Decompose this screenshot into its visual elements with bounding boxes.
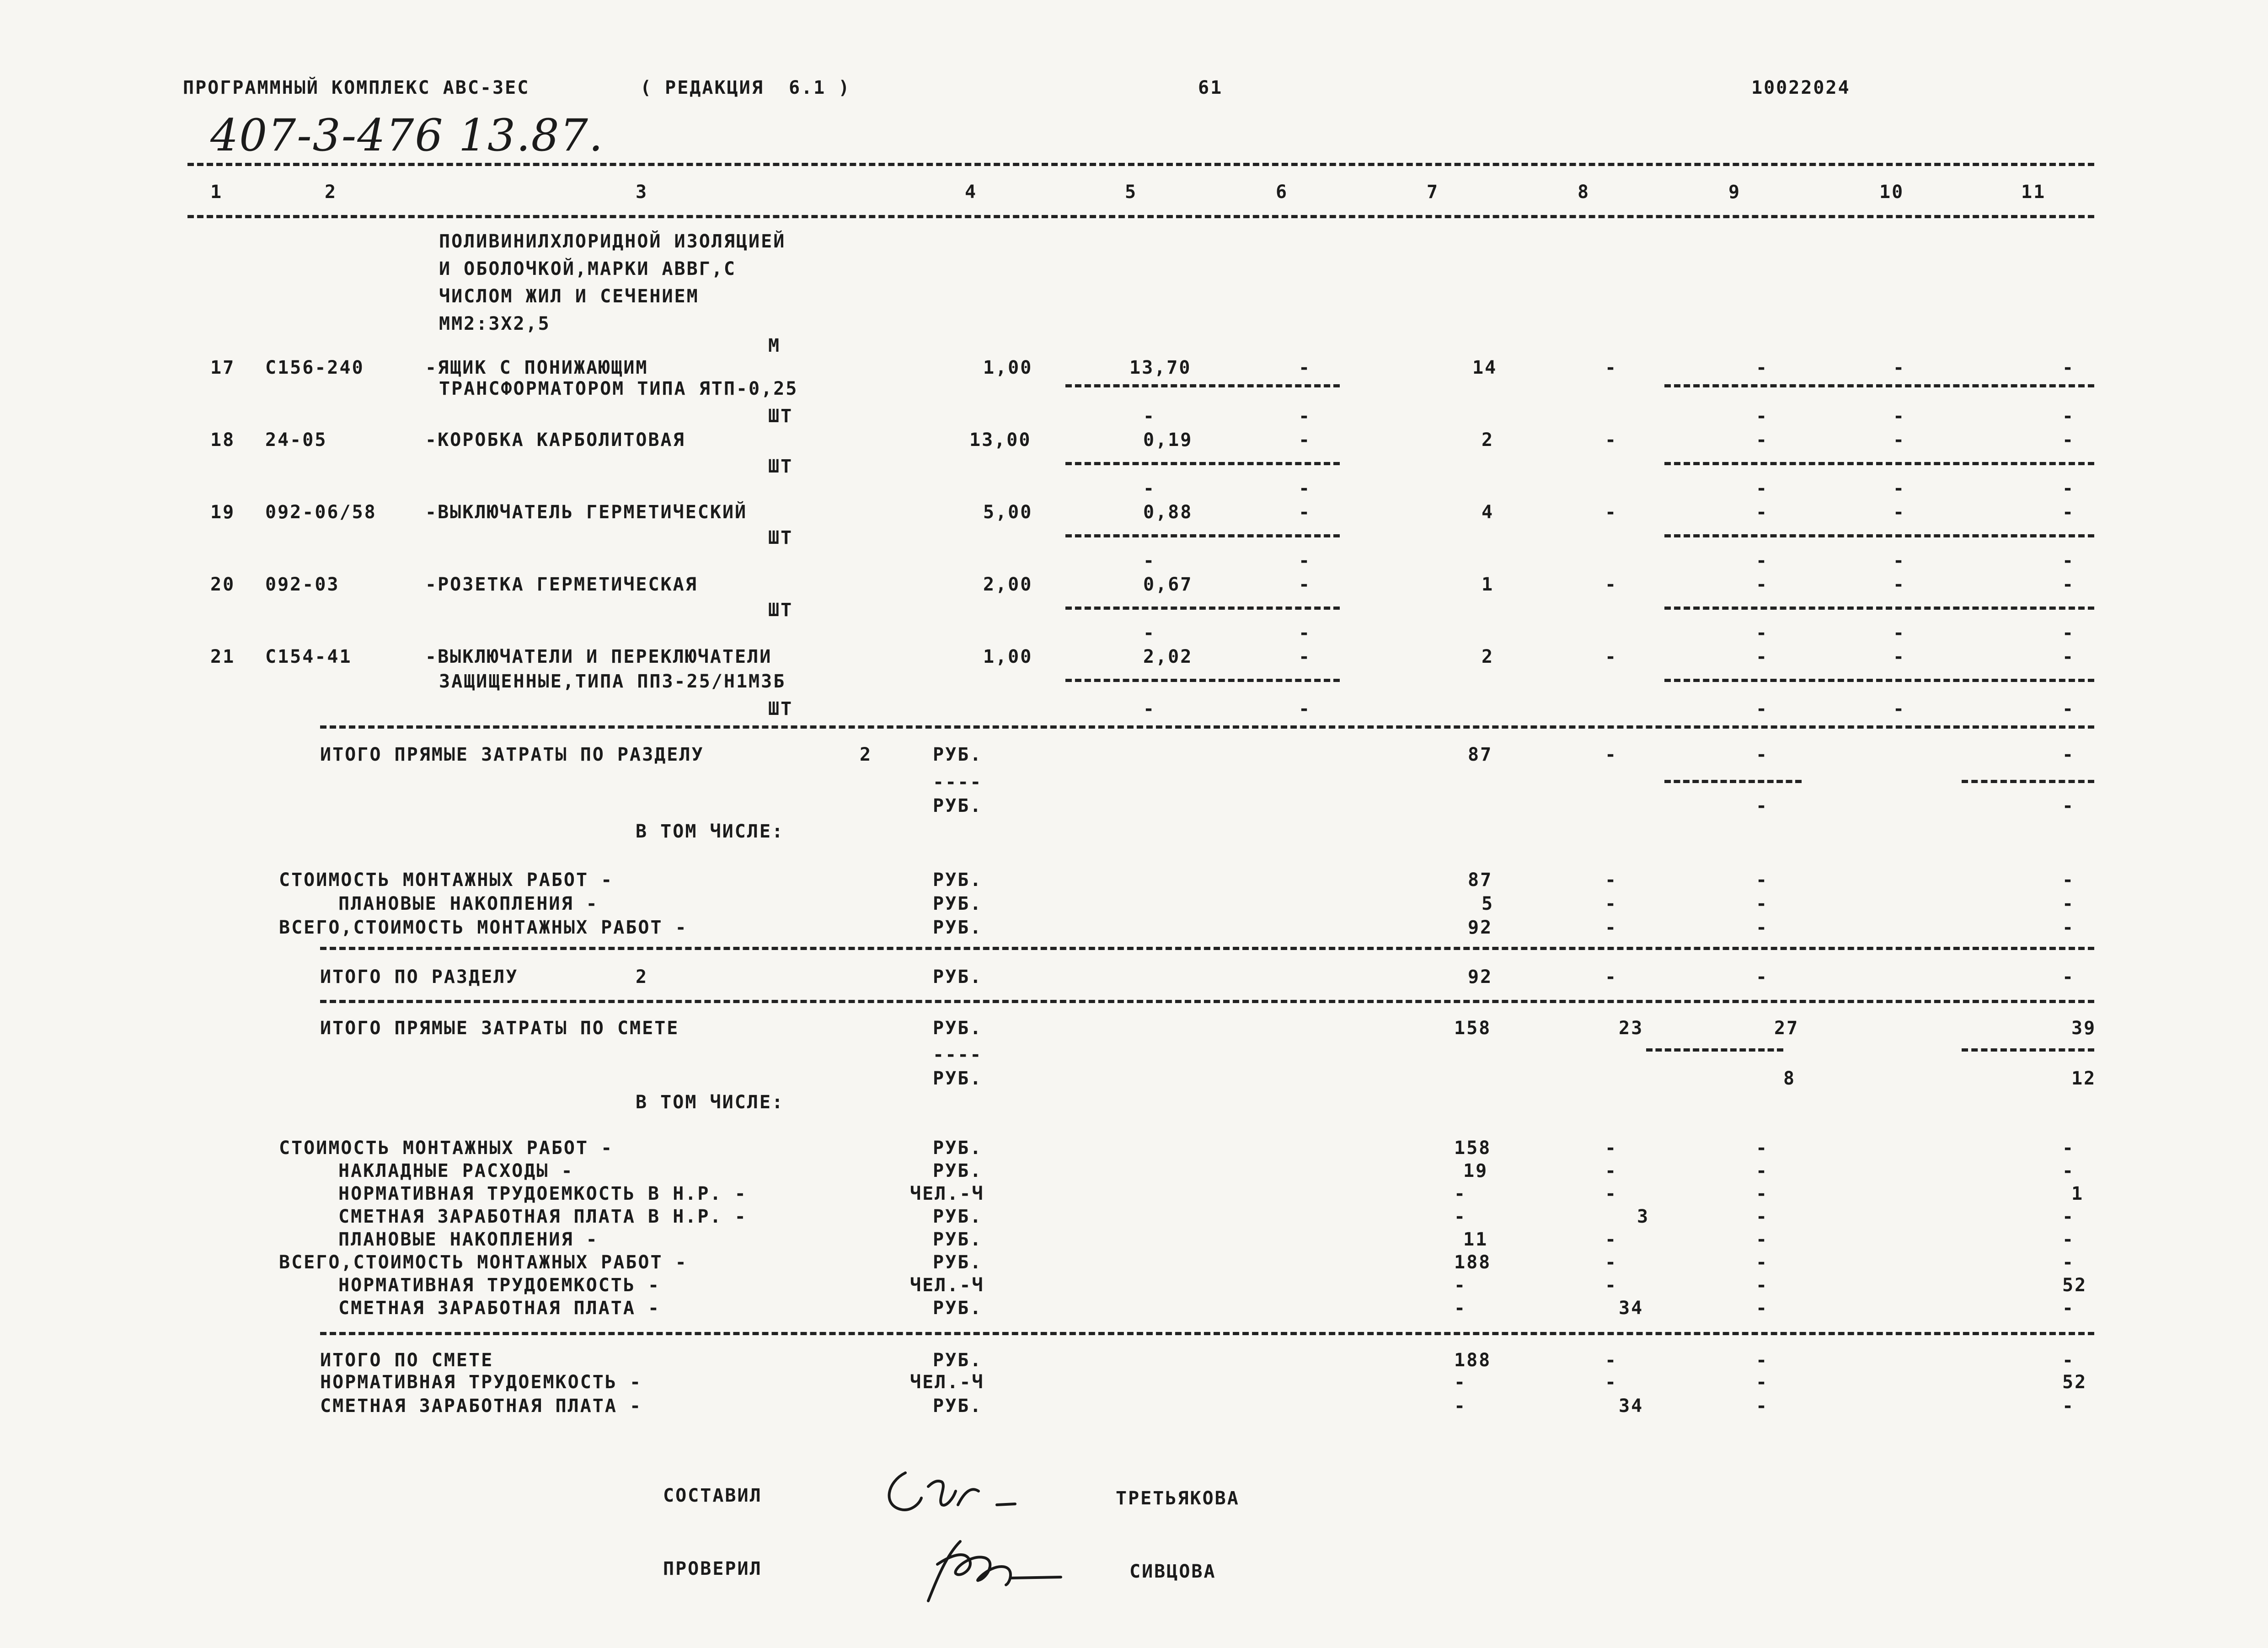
col-3: 3 (636, 182, 648, 203)
sub-rule (1962, 780, 2094, 783)
cell-c9: - (1756, 1372, 1769, 1393)
unit: РУБ. (933, 1229, 983, 1250)
cell-c7: 188 (1454, 1252, 1492, 1273)
item-c7: 1 (1482, 574, 1494, 595)
unit: РУБ. (933, 870, 983, 891)
estimate-row-label: НОРМАТИВНАЯ ТРУДОЕМКОСТЬ В Н.Р. - (338, 1183, 747, 1204)
cell-c7: 188 (1454, 1350, 1492, 1371)
cell-c7: - (1454, 1396, 1467, 1417)
item-qty: 1,00 (983, 357, 1033, 378)
col-10: 10 (1879, 182, 1904, 203)
estimate-sub-c9: 8 (1783, 1068, 1796, 1089)
item-code: С156-240 (265, 357, 364, 378)
item-c11: - (2062, 357, 2075, 378)
cell-dash: - (1756, 966, 1769, 988)
item-c6: - (1299, 429, 1311, 451)
below-dash: - (1299, 406, 1311, 427)
item-name: -КОРОБКА КАРБОЛИТОВАЯ (425, 429, 685, 451)
rule-header (187, 215, 2094, 218)
col-7: 7 (1427, 182, 1439, 203)
unit: РУБ. (933, 744, 983, 765)
cell-c8: - (1605, 1350, 1618, 1371)
unit: ЧЕЛ.-Ч (910, 1183, 984, 1204)
item-unit: ШТ (768, 406, 793, 427)
item-qty: 2,00 (983, 574, 1033, 595)
cell-dash: - (1605, 744, 1618, 765)
sub-rule (1065, 607, 1340, 610)
item-c6: - (1299, 646, 1311, 667)
item-c8: - (1605, 429, 1618, 451)
document-code: 10022024 (1751, 77, 1851, 98)
estimate-row-label: СМЕТНАЯ ЗАРАБОТНАЯ ПЛАТА В Н.Р. - (338, 1206, 747, 1227)
item-c7: 2 (1482, 429, 1494, 451)
checked-label: ПРОВЕРИЛ (663, 1558, 762, 1579)
item-number: 18 (210, 429, 235, 451)
item-price: 2,02 (1143, 646, 1193, 667)
cell-c8: - (1605, 917, 1618, 938)
item-name: -ЯЩИК С ПОНИЖАЮЩИМ (425, 357, 648, 378)
rule-top (187, 163, 2094, 166)
below-dash: - (1893, 698, 1906, 719)
item-number: 17 (210, 357, 235, 378)
sub-rule (1065, 679, 1340, 682)
unit: РУБ. (933, 1160, 983, 1181)
item-code: 24-05 (265, 429, 327, 451)
cell-c8: - (1605, 1183, 1618, 1204)
cell-dash: - (1756, 744, 1769, 765)
cell-c7: 92 (1468, 917, 1493, 938)
signature-checked-icon (910, 1523, 1139, 1615)
sub-rule (1646, 1048, 1783, 1052)
below-dash: - (1143, 698, 1156, 719)
cell-c7: - (1454, 1372, 1467, 1393)
cell-c8: 3 (1637, 1206, 1650, 1227)
cell-c9: - (1756, 1252, 1769, 1273)
cell-c9: - (1756, 870, 1769, 891)
below-dash: - (2062, 550, 2075, 571)
sub-rule (1664, 384, 2094, 387)
cell-dash: - (1605, 966, 1618, 988)
estimate-sub-c11: 12 (2071, 1068, 2097, 1089)
cell-c7: - (1454, 1206, 1467, 1227)
item-c10: - (1893, 357, 1906, 378)
cell-c11: - (2062, 1396, 2075, 1417)
unit: РУБ. (933, 917, 983, 938)
section-total-label: ИТОГО ПО РАЗДЕЛУ (320, 966, 519, 988)
item-unit: ШТ (768, 527, 793, 548)
cell-c9: - (1756, 1229, 1769, 1250)
cell-c9: - (1756, 893, 1769, 914)
cell-c9: - (1756, 917, 1769, 938)
in-that-heading: В ТОМ ЧИСЛЕ: (636, 1092, 784, 1113)
rule-section (320, 725, 2094, 729)
item-c6: - (1299, 574, 1311, 595)
section-row-label: СТОИМОСТЬ МОНТАЖНЫХ РАБОТ - (279, 870, 614, 891)
item-price: 0,67 (1143, 574, 1193, 595)
cell-c8: - (1605, 1138, 1618, 1159)
cell-c8: - (1605, 893, 1618, 914)
col-2: 2 (325, 182, 337, 203)
below-dash: - (1299, 623, 1311, 644)
item-c9: - (1756, 574, 1769, 595)
section-row-label: ВСЕГО,СТОИМОСТЬ МОНТАЖНЫХ РАБОТ - (279, 917, 688, 938)
col-4: 4 (965, 182, 978, 203)
sub-rule (1664, 780, 1802, 783)
item-c9: - (1756, 502, 1769, 523)
item-c11: - (2062, 574, 2075, 595)
estimate-row-label: СТОИМОСТЬ МОНТАЖНЫХ РАБОТ - (279, 1138, 614, 1159)
cell-c8: - (1605, 1229, 1618, 1250)
below-dash: - (1893, 550, 1906, 571)
estimate-row-label: НАКЛАДНЫЕ РАСХОДЫ - (338, 1160, 574, 1181)
continuation-line: И ОБОЛОЧКОЙ,МАРКИ АВВГ,С (439, 258, 736, 279)
below-dash: - (1893, 478, 1906, 499)
item-c10: - (1893, 502, 1906, 523)
cell-c11: - (2062, 1298, 2075, 1319)
item-c10: - (1893, 574, 1906, 595)
cell-c11: - (2062, 1350, 2075, 1371)
estimate-row-label: СМЕТНАЯ ЗАРАБОТНАЯ ПЛАТА - (338, 1298, 661, 1319)
cell-dash: - (1756, 795, 1769, 816)
item-code: 092-06/58 (265, 502, 377, 523)
below-dash: - (1893, 623, 1906, 644)
section-number: 2 (860, 744, 872, 765)
handwritten-reference: 407-3-476 13.87. (210, 110, 604, 161)
section-total-c7: 92 (1468, 966, 1493, 988)
signature-compiled-icon (878, 1455, 1070, 1528)
item-qty: 13,00 (969, 429, 1032, 451)
cell-c9: - (1756, 1160, 1769, 1181)
item-c9: - (1756, 429, 1769, 451)
cell-c9: - (1756, 1206, 1769, 1227)
cell-c7: 158 (1454, 1138, 1492, 1159)
below-dash: - (1893, 406, 1906, 427)
unit: РУБ. (933, 1068, 983, 1089)
cell-c11: - (2062, 1206, 2075, 1227)
item-c11: - (2062, 502, 2075, 523)
unit: РУБ. (933, 1252, 983, 1273)
cell-c8: - (1605, 1160, 1618, 1181)
cell-c11: - (2062, 1138, 2075, 1159)
below-dash: - (1756, 406, 1769, 427)
below-dash: - (1143, 623, 1156, 644)
item-c6: - (1299, 502, 1311, 523)
item-c10: - (1893, 646, 1906, 667)
cell-c11: - (2062, 917, 2075, 938)
item-name-cont: ЗАЩИЩЕННЫЕ,ТИПА ППЗ-25/Н1М3Б (439, 671, 786, 692)
cell-c11: - (2062, 870, 2075, 891)
cell-c8: - (1605, 1372, 1618, 1393)
estimate-row-label: ВСЕГО,СТОИМОСТЬ МОНТАЖНЫХ РАБОТ - (279, 1252, 688, 1273)
below-dash: - (1756, 623, 1769, 644)
item-name: -ВЫКЛЮЧАТЕЛЬ ГЕРМЕТИЧЕСКИЙ (425, 502, 748, 523)
item-number: 20 (210, 574, 235, 595)
in-that-heading: В ТОМ ЧИСЛЕ: (636, 821, 784, 842)
cell-c9: - (1756, 1396, 1769, 1417)
cell-c7: 19 (1463, 1160, 1488, 1181)
cell-c7: 87 (1468, 870, 1493, 891)
item-c10: - (1893, 429, 1906, 451)
item-c8: - (1605, 357, 1618, 378)
unit: РУБ. (933, 1018, 983, 1039)
cell-c8: 34 (1619, 1396, 1644, 1417)
item-c11: - (2062, 646, 2075, 667)
item-c11: - (2062, 429, 2075, 451)
cell-c8: - (1605, 1252, 1618, 1273)
col-1: 1 (210, 182, 223, 203)
below-dash: - (2062, 698, 2075, 719)
below-dash: - (1756, 550, 1769, 571)
unit: РУБ. (933, 966, 983, 988)
col-11: 11 (2021, 182, 2046, 203)
col-5: 5 (1125, 182, 1138, 203)
unit: РУБ. (933, 1298, 983, 1319)
section-direct-c7: 87 (1468, 744, 1493, 765)
sub-rule (1664, 607, 2094, 610)
cell-c9: - (1756, 1138, 1769, 1159)
below-dash: - (1143, 550, 1156, 571)
cell-c7: - (1454, 1183, 1467, 1204)
below-dash: - (1299, 550, 1311, 571)
sub-rule (1065, 462, 1340, 465)
cell-c7: - (1454, 1275, 1467, 1296)
estimate-total-label: НОРМАТИВНАЯ ТРУДОЕМКОСТЬ - (320, 1372, 642, 1393)
cell-c11: - (2062, 893, 2075, 914)
item-qty: 1,00 (983, 646, 1033, 667)
sub-rule (1664, 534, 2094, 537)
below-dash: - (1756, 698, 1769, 719)
item-name: -РОЗЕТКА ГЕРМЕТИЧЕСКАЯ (425, 574, 698, 595)
estimate-direct-label: ИТОГО ПРЯМЫЕ ЗАТРАТЫ ПО СМЕТЕ (320, 1018, 679, 1039)
below-dash: - (1299, 478, 1311, 499)
unit: ЧЕЛ.-Ч (910, 1372, 984, 1393)
estimate-row-label: ПЛАНОВЫЕ НАКОПЛЕНИЯ - (338, 1229, 599, 1250)
item-name: -ВЫКЛЮЧАТЕЛИ И ПЕРЕКЛЮЧАТЕЛИ (425, 646, 772, 667)
cell-c11: 52 (2062, 1275, 2087, 1296)
continuation-line: ЧИСЛОМ ЖИЛ И СЕЧЕНИЕМ (439, 286, 699, 307)
sub-rule (1065, 384, 1340, 387)
rule-estimate-total (320, 1332, 2094, 1335)
col-8: 8 (1578, 182, 1590, 203)
cell-c11: - (2062, 1160, 2075, 1181)
unit: РУБ. (933, 1206, 983, 1227)
item-price: 0,19 (1143, 429, 1193, 451)
rule-estimate (320, 1000, 2094, 1003)
program-name: ПРОГРАММНЫЙ КОМПЛЕКС АВС-3ЕС (183, 77, 530, 98)
item-unit: ШТ (768, 456, 793, 477)
item-price: 13,70 (1129, 357, 1192, 378)
below-dash: - (2062, 623, 2075, 644)
cell-dash: - (2062, 795, 2075, 816)
cell-c7: 5 (1482, 893, 1494, 914)
below-dash: - (1299, 698, 1311, 719)
below-dash: - (1143, 478, 1156, 499)
cell-c9: - (1756, 1350, 1769, 1371)
item-code: С154-41 (265, 646, 352, 667)
item-c8: - (1605, 502, 1618, 523)
col-9: 9 (1728, 182, 1741, 203)
cell-dash: - (2062, 744, 2075, 765)
item-c6: - (1299, 357, 1311, 378)
cell-c7: 11 (1463, 1229, 1488, 1250)
cell-c8: - (1605, 870, 1618, 891)
compiled-name: ТРЕТЬЯКОВА (1116, 1488, 1240, 1509)
below-dash: - (2062, 406, 2075, 427)
sub-rule (1664, 679, 2094, 682)
rule-section-total (320, 947, 2094, 950)
below-dash: - (1143, 406, 1156, 427)
unit-ruler: ---- (933, 1044, 983, 1065)
cell-c9: - (1756, 1298, 1769, 1319)
continuation-unit: М (768, 335, 781, 356)
item-c9: - (1756, 646, 1769, 667)
checked-name: СИВЦОВА (1129, 1561, 1216, 1582)
item-name-cont: ТРАНСФОРМАТОРОМ ТИПА ЯТП-0,25 (439, 378, 798, 399)
item-number: 19 (210, 502, 235, 523)
cell-c11: - (2062, 1252, 2075, 1273)
estimate-direct-c11: 39 (2071, 1018, 2097, 1039)
cell-c8: 34 (1619, 1298, 1644, 1319)
item-number: 21 (210, 646, 235, 667)
item-c7: 14 (1472, 357, 1498, 378)
section-row-label: ПЛАНОВЫЕ НАКОПЛЕНИЯ - (338, 893, 599, 914)
item-code: 092-03 (265, 574, 340, 595)
section-direct-label: ИТОГО ПРЯМЫЕ ЗАТРАТЫ ПО РАЗДЕЛУ (320, 744, 704, 765)
item-price: 0,88 (1143, 502, 1193, 523)
continuation-line: ПОЛИВИНИЛХЛОРИДНОЙ ИЗОЛЯЦИЕЙ (439, 231, 786, 252)
cell-c9: - (1756, 1275, 1769, 1296)
unit: РУБ. (933, 1138, 983, 1159)
item-unit: ШТ (768, 698, 793, 719)
edition: ( РЕДАКЦИЯ 6.1 ) (640, 77, 851, 98)
item-c7: 4 (1482, 502, 1494, 523)
estimate-direct-c8: 23 (1619, 1018, 1644, 1039)
unit: РУБ. (933, 795, 983, 816)
estimate-row-label: НОРМАТИВНАЯ ТРУДОЕМКОСТЬ - (338, 1275, 661, 1296)
estimate-direct-c9: 27 (1774, 1018, 1799, 1039)
unit: РУБ. (933, 893, 983, 914)
item-c9: - (1756, 357, 1769, 378)
cell-c11: 52 (2062, 1372, 2087, 1393)
cell-dash: - (2062, 966, 2075, 988)
cell-c9: - (1756, 1183, 1769, 1204)
compiled-label: СОСТАВИЛ (663, 1485, 762, 1506)
sub-rule (1065, 534, 1340, 537)
estimate-total-label: СМЕТНАЯ ЗАРАБОТНАЯ ПЛАТА - (320, 1396, 642, 1417)
cell-c8: - (1605, 1275, 1618, 1296)
item-c8: - (1605, 574, 1618, 595)
cell-c7: - (1454, 1298, 1467, 1319)
below-dash: - (2062, 478, 2075, 499)
continuation-line: ММ2:3Х2,5 (439, 313, 551, 334)
item-unit: ШТ (768, 600, 793, 621)
unit-ruler: ---- (933, 772, 983, 793)
unit: ЧЕЛ.-Ч (910, 1275, 984, 1296)
below-dash: - (1756, 478, 1769, 499)
item-c8: - (1605, 646, 1618, 667)
cell-c11: - (2062, 1229, 2075, 1250)
sub-rule (1962, 1048, 2094, 1052)
page-number: 61 (1198, 77, 1223, 98)
item-c7: 2 (1482, 646, 1494, 667)
item-qty: 5,00 (983, 502, 1033, 523)
cell-c11: 1 (2071, 1183, 2084, 1204)
estimate-direct-c7: 158 (1454, 1018, 1492, 1039)
unit: РУБ. (933, 1396, 983, 1417)
col-6: 6 (1276, 182, 1289, 203)
unit: РУБ. (933, 1350, 983, 1371)
section-number: 2 (636, 966, 648, 988)
estimate-total-label: ИТОГО ПО СМЕТЕ (320, 1350, 494, 1371)
sub-rule (1664, 462, 2094, 465)
